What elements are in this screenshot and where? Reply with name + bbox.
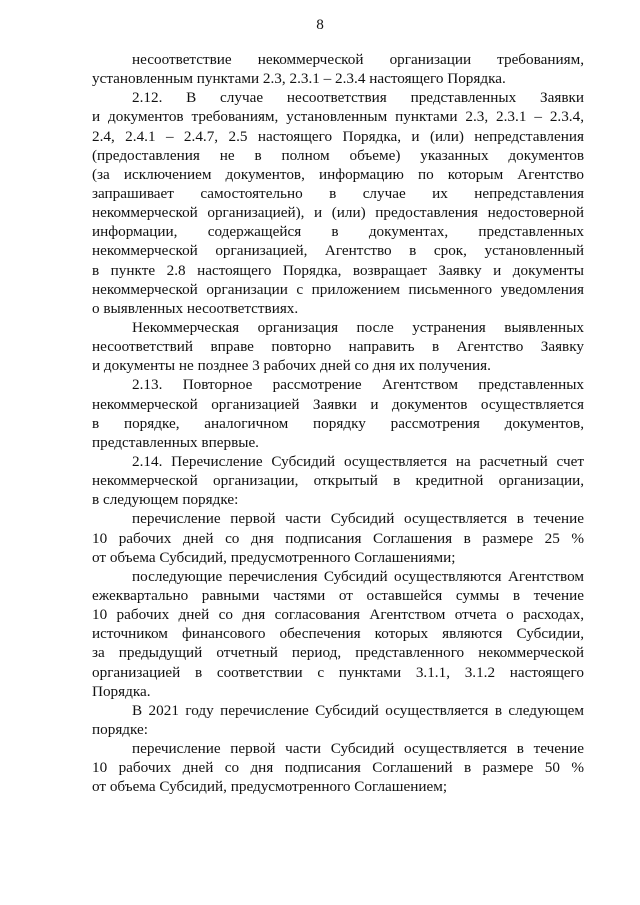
text-line: ежеквартально равными частями от оставшейся суммы в течение (92, 586, 584, 604)
text-line: некоммерческой организацией, Агентство в срок, установленный (92, 242, 584, 260)
text-line: запрашивает самостоятельно в случае их непредставления (92, 184, 584, 202)
text-line: перечисление первой части Субсидий осуществляется в течение (132, 740, 584, 758)
text-line: несоответствий вправе повторно направить в Агентство Заявку (92, 338, 584, 356)
text-line: за предыдущий отчетный период, представленного некоммерческой (92, 644, 584, 662)
text-line: (предоставления не в полном объеме) указанных документов (92, 146, 584, 164)
text-line: 10 рабочих дней со дня подписания Соглашения в размере 25 % (92, 529, 584, 547)
text-line: 10 рабочих дней со дня подписания Соглашений в размере 50 % (92, 759, 584, 777)
text-line: в следующем порядке: (92, 491, 239, 509)
text-line: некоммерческой организации с приложением письменного уведомления (92, 280, 584, 298)
text-line: 2.4, 2.4.1 – 2.4.7, 2.5 настоящего Порядка, и (или) непредставления (92, 127, 584, 145)
text-line: последующие перечисления Субсидий осуществляются Агентством (132, 567, 584, 585)
text-line: организацией в соответствии с пунктами 3.1.1, 3.1.2 настоящего (92, 663, 584, 681)
text-line: Некоммерческая организация после устранения выявленных (132, 318, 584, 336)
text-line: (за исключением документов, информацию по которым Агентство (92, 165, 584, 183)
text-line: 2.14. Перечисление Субсидий осуществляется на расчетный счет (132, 452, 584, 470)
text-line: источником финансового обеспечения которых являются Субсидии, (92, 625, 584, 643)
text-line: 2.13. Повторное рассмотрение Агентством представленных (132, 376, 584, 394)
text-line: Порядка. (92, 682, 151, 700)
text-line: 2.12. В случае несоответствия представленных Заявки (132, 89, 584, 107)
text-line: о выявленных несоответствиях. (92, 299, 299, 317)
text-line: информации, содержащейся в документах, представленных (92, 223, 584, 241)
text-line: от объема Субсидий, предусмотренного Соглашением; (92, 778, 448, 796)
text-line: от объема Субсидий, предусмотренного Соглашениями; (92, 548, 456, 566)
document-body (92, 50, 584, 796)
text-line: В 2021 году перечисление Субсидий осуществляется в следующем (132, 701, 584, 719)
text-line: некоммерческой организации, открытый в кредитной организации, (92, 472, 584, 490)
text-line: некоммерческой организацией), и (или) предоставления недостоверной (92, 204, 584, 222)
text-line: некоммерческой организацией Заявки и документов осуществляется (92, 395, 584, 413)
text-line: в порядке, аналогичном порядку рассмотрения документов, (92, 414, 584, 432)
text-line: в пункте 2.8 настоящего Порядка, возвращает Заявку и документы (92, 261, 584, 279)
text-line: порядке: (92, 720, 148, 738)
text-line: представленных впервые. (92, 433, 259, 451)
text-line: 10 рабочих дней со дня согласования Агентством отчета о расходах, (92, 606, 584, 624)
text-line: и документов требованиям, установленным пунктами 2.3, 2.3.1 – 2.3.4, (92, 108, 584, 126)
page-number: 8 (316, 16, 324, 33)
text-line: несоответствие некоммерческой организации требованиям, (132, 51, 584, 68)
text-line: установленным пунктами 2.3, 2.3.1 – 2.3.4 настоящего Порядка. (92, 70, 506, 88)
text-line: перечисление первой части Субсидий осуществляется в течение (132, 510, 584, 528)
text-line: и документы не позднее 3 рабочих дней со дня их получения. (92, 357, 491, 375)
